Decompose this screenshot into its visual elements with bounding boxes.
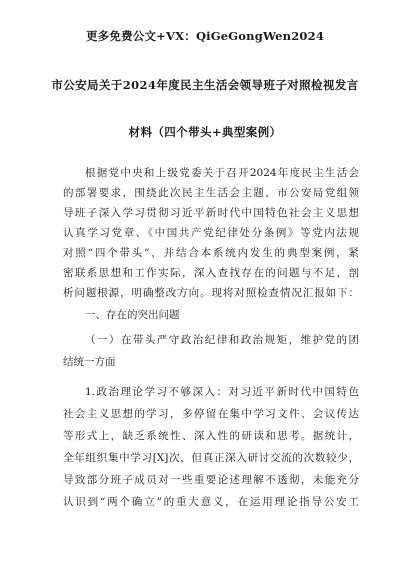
body-line: 全年组织集中学习[X]次，但真正深入研讨交流的次数较少， <box>63 452 359 464</box>
body-line: 根据党中央和上级党委关于召开2024年度民主生活会 <box>85 167 359 179</box>
body-line: 社会主义思想的学习，多停留在集中学习文件、会议传达 <box>63 408 359 420</box>
document-title-line-1: 市公安局关于2024年度民主生活会领导班子对照检视发言 <box>51 78 359 92</box>
body-line: 析问题根源，明确整改方向。现将对照检查情况汇报如下： <box>63 287 359 299</box>
document-title-line-2: 材料（四个带头+典型案例） <box>128 125 282 139</box>
body-line: 1.政治理论学习不够深入：对习近平新时代中国特色 <box>85 386 359 398</box>
body-line: 认真学习党章、《中国共产党纪律处分条例》等党内法规 <box>63 227 359 239</box>
body-line: 导班子深入学习贯彻习近平新时代中国特色社会主义思想 <box>63 207 359 219</box>
body-line: 认识到“两个确立”的重大意义，在运用理论指导公安工 <box>63 496 359 508</box>
subsection-heading: （一）在带头严守政治纪律和政治规矩，维护党的团 <box>85 334 359 346</box>
section-heading: 一、存在的突出问题 <box>85 309 180 321</box>
body-line: 密联系思想和工作实际，深入查找存在的问题与不足，剖 <box>63 267 359 279</box>
body-line: 对照“四个带头”，并结合本系统内发生的典型案例，紧 <box>63 247 359 259</box>
body-line: 等形式上，缺乏系统性、深入性的研读和思考。据统计， <box>63 430 359 442</box>
body-line: 导致部分班子成员对一些重要论述理解不透彻，未能充分 <box>63 474 359 486</box>
subsection-heading-cont: 结统一方面 <box>63 356 116 368</box>
body-line: 的部署要求，围绕此次民主生活会主题，市公安局党组领 <box>63 187 359 199</box>
promo-header: 更多免费公文+VX：QiGeGongWen2024 <box>85 29 325 43</box>
